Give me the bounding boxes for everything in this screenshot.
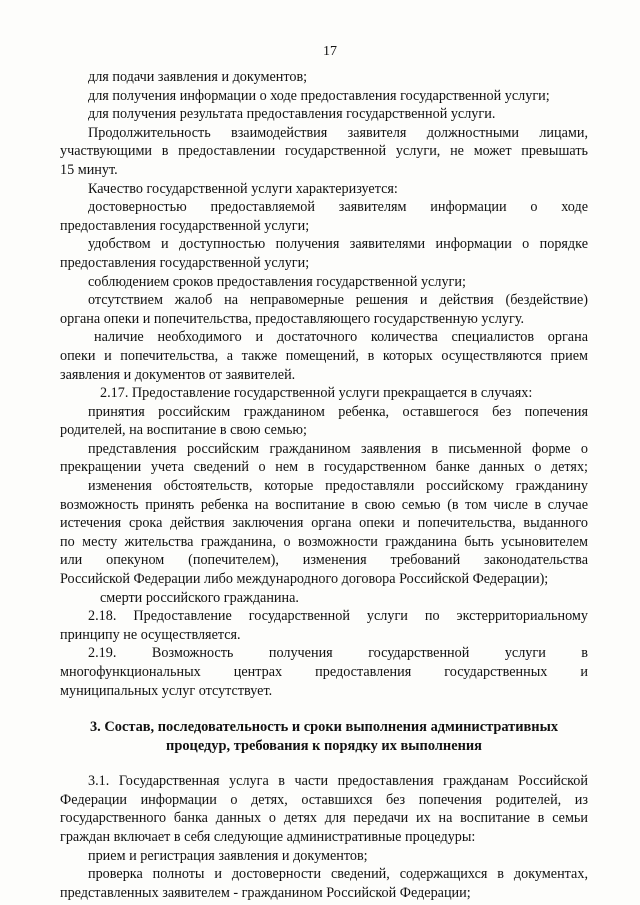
text-line: Федерации информации о детях, оставшихся без попечения родителей, из xyxy=(60,791,588,808)
section-2-continuation xyxy=(60,68,588,700)
text-line: заявления и документов от заявителей. xyxy=(60,366,296,383)
text-line: принятия российским гражданином ребенка, оставшегося без попечения xyxy=(88,403,588,420)
text-line: представления российским гражданином заявления в письменной форме о xyxy=(88,440,588,457)
text-line: смерти российского гражданина. xyxy=(100,589,299,606)
text-line: предоставления государственной услуги; xyxy=(60,254,310,271)
text-line: для получения информации о ходе предоставления государственной услуги; xyxy=(88,87,550,104)
text-line: отсутствием жалоб на неправомерные решения и действия (бездействие) xyxy=(88,292,588,309)
heading-line: 3. Состав, последовательность и сроки выполнения административных xyxy=(89,719,559,736)
text-line: многофункциональных центрах предоставления государственных и xyxy=(60,664,588,680)
text-line: по месту жительства гражданина, о возможности гражданина быть усыновителем xyxy=(60,533,588,550)
text-line: Качество государственной услуги характеризуется: xyxy=(88,180,398,197)
text-line: Российской Федерации либо международного договора Российской Федерации); xyxy=(60,571,549,588)
text-line: соблюдением сроков предоставления государственной услуги; xyxy=(88,273,466,290)
text-line: достоверностью предоставляемой заявителям информации о ходе xyxy=(88,199,588,216)
spacer xyxy=(60,756,588,772)
text-line: представленных заявителем - гражданином Российской Федерации; xyxy=(60,884,471,901)
text-line: возможность принять ребенка на воспитание в свою семью (в том числе в случае xyxy=(60,496,588,513)
text-line: граждан включает в себя следующие административные процедуры: xyxy=(60,828,476,845)
text-line: органа опеки и попечительства, предоставляющего государственную услугу. xyxy=(60,310,525,327)
text-line: Продолжительность взаимодействия заявителя должностными лицами, xyxy=(88,124,588,141)
text-line: изменения обстоятельств, которые предоставляли российскому гражданину xyxy=(88,478,588,495)
text-line: муниципальных услуг отсутствует. xyxy=(60,682,273,699)
text-line: родителей, на воспитание в свою семью; xyxy=(60,422,307,439)
text-line: удобством и доступностью получения заявителями информации о порядке xyxy=(88,236,588,253)
text-line: для получения результата предоставления государственной услуги. xyxy=(88,106,496,123)
text-line: участвующими в предоставлении государственной услуги, не может превышать xyxy=(60,143,588,160)
text-line: истечения срока действия заключения органа опеки и попечительства, выданного xyxy=(60,515,588,532)
text-line: наличие необходимого и достаточного количества специалистов органа xyxy=(94,329,588,346)
text-line: принципу не осуществляется. xyxy=(60,626,241,643)
text-line: государственного банка данных о детях для передачи их на воспитание в семьи xyxy=(60,810,588,827)
text-line: 3.1. Государственная услуга в части предоставления гражданам Российской xyxy=(88,773,588,790)
text-line: предоставления государственной услуги; xyxy=(60,217,310,234)
page-number: 17 xyxy=(323,44,337,59)
text-line: опеки и попечительства, а также помещений, в которых осуществляются прием xyxy=(60,347,588,364)
text-line: проверка полноты и достоверности сведений, содержащихся в документах, xyxy=(88,866,588,883)
spacer xyxy=(60,700,588,718)
text-line: 15 минут. xyxy=(60,161,118,178)
section-3-heading xyxy=(60,718,588,756)
section-3-body xyxy=(60,772,588,902)
heading-line: процедур, требования к порядку их выполнения xyxy=(166,738,482,755)
text-line: прекращении учета сведений о нем в государственном банке данных о детях; xyxy=(60,459,588,476)
text-line: для подачи заявления и документов; xyxy=(88,69,308,85)
text-line: 2.19. Возможность получения государственной услуги в xyxy=(88,645,588,662)
text-line: прием и регистрация заявления и документов; xyxy=(88,847,368,864)
text-line: 2.17. Предоставление государственной услуги прекращается в случаях: xyxy=(100,385,533,402)
text-line: или опекуном (попечителем), изменения требований законодательства xyxy=(60,552,588,569)
text-line: 2.18. Предоставление государственной услуги по экстерриториальному xyxy=(88,608,588,625)
